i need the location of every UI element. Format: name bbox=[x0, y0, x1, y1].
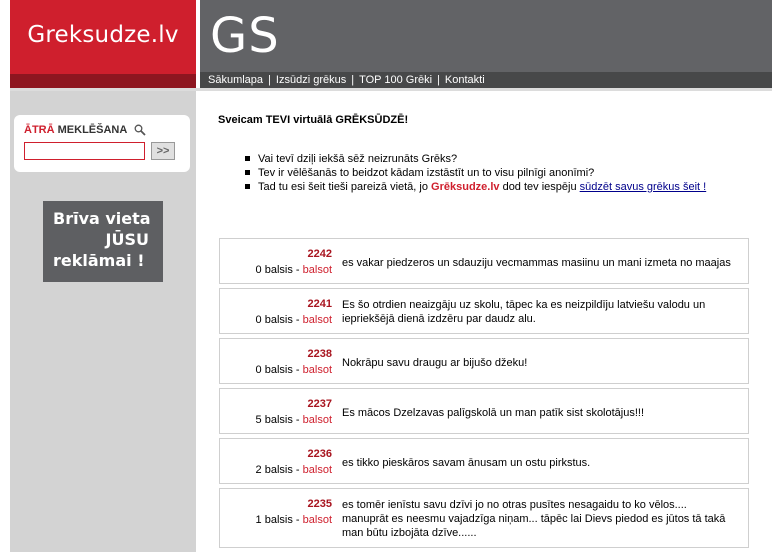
sin-votes: 0 balsis - balsot bbox=[255, 364, 332, 376]
logo-strip bbox=[10, 74, 196, 88]
sin-number[interactable]: 2236 bbox=[307, 448, 332, 460]
logo-text: Greksudze.lv bbox=[27, 22, 179, 48]
sin-entry bbox=[219, 488, 749, 548]
sin-votes: 2 balsis - balsot bbox=[255, 464, 332, 476]
left-sidebar bbox=[10, 91, 196, 552]
welcome-heading: Sveicam TEVI virtuālā GRĒKSŪDZĒ! bbox=[218, 114, 409, 126]
site-mark: GS bbox=[210, 8, 280, 64]
sin-votes: 5 balsis - balsot bbox=[255, 414, 332, 426]
sin-number[interactable]: 2238 bbox=[307, 348, 332, 360]
intro-item: Vai tevī dziļi iekšā sēž neizrunāts Grēks? bbox=[242, 152, 706, 166]
sin-number[interactable]: 2241 bbox=[307, 298, 332, 310]
ad-banner[interactable] bbox=[43, 201, 163, 282]
ad-line-1: Brīva vieta bbox=[53, 209, 151, 228]
nav-top100[interactable]: TOP 100 Grēki bbox=[359, 74, 433, 86]
intro-item: Tad tu esi šeit tieši pareizā vietā, jo Grēksudze.lv dod tev iespēju sūdzēt savus grēkus šeit ! bbox=[242, 180, 706, 194]
nav-separator: | bbox=[437, 74, 440, 86]
quick-search-title: ĀTRĀ MEKLĒŠANA bbox=[24, 124, 128, 136]
intro-item: Tev ir vēlēšanās to beidzot kādam izstāstīt un to visu pilnīgi anonīmi? bbox=[242, 166, 706, 180]
nav-home[interactable]: Sākumlapa bbox=[208, 74, 264, 86]
nav-bar bbox=[200, 72, 772, 88]
sin-number[interactable]: 2235 bbox=[307, 498, 332, 510]
sin-number[interactable]: 2242 bbox=[307, 248, 332, 260]
sin-votes: 0 balsis - balsot bbox=[255, 314, 332, 326]
sin-entry bbox=[219, 438, 749, 484]
sin-votes: 0 balsis - balsot bbox=[255, 264, 332, 276]
sin-entry bbox=[219, 238, 749, 284]
vote-link[interactable]: balsot bbox=[302, 414, 332, 426]
vote-link[interactable]: balsot bbox=[302, 264, 332, 276]
ad-line-3: reklāmai ! bbox=[53, 251, 145, 270]
sin-text: Nokrāpu savu draugu ar bijušo džeku! bbox=[342, 357, 528, 369]
magnifier-icon bbox=[134, 124, 146, 136]
nav-separator: | bbox=[268, 74, 271, 86]
vote-link[interactable]: balsot bbox=[302, 464, 332, 476]
sin-entry bbox=[219, 338, 749, 384]
sin-text: es vakar piedzeros un sdauziju vecmammas masiinu un mani izmeta no maajas bbox=[342, 257, 731, 269]
vote-link[interactable]: balsot bbox=[302, 364, 332, 376]
sin-number[interactable]: 2237 bbox=[307, 398, 332, 410]
sin-votes: 1 balsis - balsot bbox=[255, 514, 332, 526]
nav-separator: | bbox=[351, 74, 355, 86]
sin-text: es tomēr ienīstu savu dzīvi jo no otras pusītes nesagaidu to ko vēlos.... manuprāt es neesmu vajadzīga niņam... tāpēc lai Dievs piedod es jūtos tā takā man būtu izbojāta dzīve...... bbox=[342, 499, 726, 539]
header-banner bbox=[200, 0, 772, 72]
vote-link[interactable]: balsot bbox=[302, 314, 332, 326]
nav-contacts[interactable]: Kontakti bbox=[444, 74, 485, 86]
vote-link[interactable]: balsot bbox=[302, 514, 332, 526]
sin-text: Es šo otrdien neaizgāju uz skolu, tāpec ka es neizpildīju latviešu valodu un iepriekšējā dienā izdzēru par daudz alu. bbox=[342, 299, 706, 325]
intro-list bbox=[242, 152, 706, 194]
search-submit-button[interactable]: >> bbox=[151, 142, 175, 160]
sin-entry bbox=[219, 288, 749, 334]
site-logo[interactable] bbox=[10, 0, 196, 74]
sin-text: Es mācos Dzelzavas palīgskolā un man patīk sist skolotājus!!! bbox=[342, 407, 645, 419]
sin-text: es tikko pieskāros savam ānusam un ostu pirkstus. bbox=[342, 457, 591, 469]
ad-line-2: JŪSU bbox=[105, 230, 149, 249]
search-input[interactable] bbox=[24, 142, 145, 160]
sins-list bbox=[219, 238, 749, 552]
nav-confess[interactable]: Izsūdzi grēkus bbox=[275, 74, 347, 86]
sin-entry bbox=[219, 388, 749, 434]
quick-search-box bbox=[14, 115, 190, 172]
brand-name: Grēksudze.lv bbox=[431, 181, 500, 193]
confess-link[interactable]: sūdzēt savus grēkus šeit ! bbox=[579, 181, 707, 193]
main-nav bbox=[208, 73, 485, 87]
